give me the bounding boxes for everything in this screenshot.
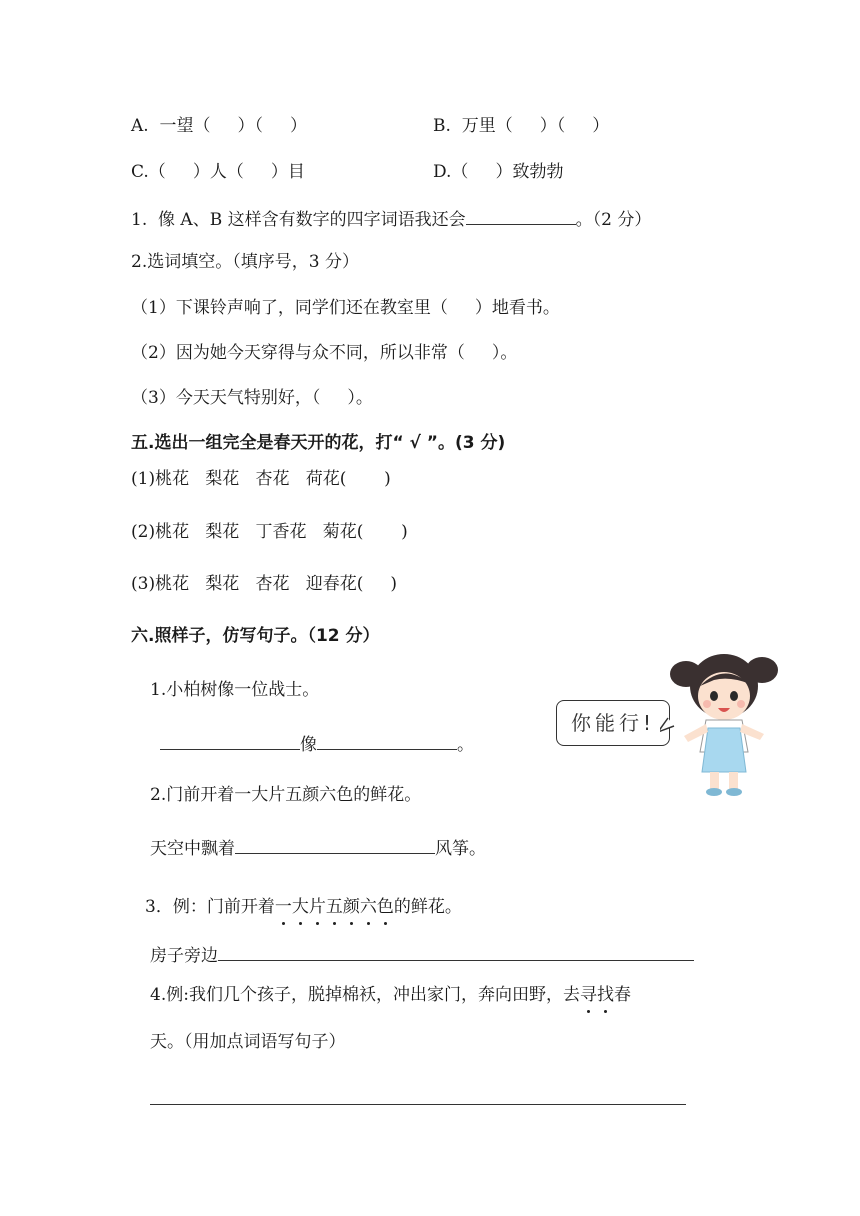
flower-option-3: (3)桃花 梨花 杏花 迎春花( ): [131, 574, 397, 594]
dotted-char: 寻: [579, 985, 597, 1005]
flower-option-2: (2)桃花 梨花 丁香花 菊花( ): [131, 522, 408, 542]
dotted-char: 六: [359, 897, 377, 917]
word-option-c: C.（ ）人（ ）目: [131, 162, 305, 182]
question-item-2: 2.选词填空。（填序号，3 分）: [131, 252, 359, 272]
dotted-char: 找: [596, 985, 614, 1005]
dotted-char: 大: [291, 897, 309, 917]
sentence-3-suffix: 的鲜花。: [393, 897, 462, 917]
fill-item-2: （2）因为她今天穿得与众不同，所以非常（ ）。: [131, 343, 518, 363]
sentence-1-answer: [160, 731, 474, 757]
answer-blank[interactable]: [466, 206, 576, 225]
answer-blank[interactable]: [160, 731, 300, 750]
answer-blank[interactable]: [218, 942, 694, 961]
sentence-3-prefix: 3．例：门前开着: [145, 897, 275, 917]
sentence-2-suffix: 风筝。: [435, 839, 486, 859]
girl-illustration-icon: [660, 640, 790, 800]
sentence-1-example: 1.小柏树像一位战士。: [150, 680, 320, 700]
question-item-1: [131, 206, 651, 232]
answer-blank[interactable]: [235, 835, 435, 854]
sentence-3-answer: [150, 942, 694, 968]
sentence-3-answer-prefix: 房子旁边: [150, 946, 218, 966]
sentence-4-prefix: 4.例:我们几个孩子，脱掉棉袄，冲出家门，奔向田野，去: [150, 985, 580, 1005]
word-option-d: D.（ ）致勃勃: [433, 162, 564, 182]
speech-bubble: 你能行!: [556, 700, 670, 746]
section-5-title: 五.选出一组完全是春天开的花，打“ √ ”。(3 分): [131, 433, 506, 453]
dotted-char: 片: [308, 897, 326, 917]
sentence-4-instruction: 天。（用加点词语写句子）: [150, 1032, 346, 1052]
word-option-b: B. 万里（ ）（ ）: [433, 116, 610, 136]
dotted-char: 五: [325, 897, 343, 917]
flower-option-1: (1)桃花 梨花 杏花 荷花( ): [131, 469, 391, 489]
question-item-1-score: 。（2 分）: [575, 210, 652, 230]
sentence-2-prefix: 天空中飘着: [150, 839, 235, 859]
sentence-1-period: 。: [457, 735, 474, 755]
question-item-1-text: 1. 像 A、B 这样含有数字的四字词语我还会: [131, 210, 466, 230]
sentence-4-suffix: 春: [613, 985, 631, 1005]
dotted-words: [580, 985, 614, 1005]
dotted-words: [275, 897, 394, 917]
sentence-2-answer: [150, 835, 486, 861]
dotted-char: 色: [376, 897, 394, 917]
dotted-char: 颜: [342, 897, 360, 917]
sentence-4-example: [150, 983, 631, 1007]
fill-item-1: （1）下课铃声响了，同学们还在教室里（ ）地看书。: [131, 298, 560, 318]
answer-line[interactable]: [150, 1104, 686, 1105]
fill-item-3: （3）今天天气特别好，（ ）。: [131, 388, 373, 408]
section-6-title: 六.照样子，仿写句子。（12 分）: [131, 626, 380, 646]
word-option-a: A. 一望（ ）（ ）: [131, 116, 308, 136]
sentence-2-example: 2.门前开着一大片五颜六色的鲜花。: [150, 785, 422, 805]
dotted-char: 一: [274, 897, 292, 917]
sentence-1-like: 像: [300, 735, 317, 755]
answer-blank[interactable]: [317, 731, 457, 750]
sentence-3-example: [145, 895, 462, 919]
